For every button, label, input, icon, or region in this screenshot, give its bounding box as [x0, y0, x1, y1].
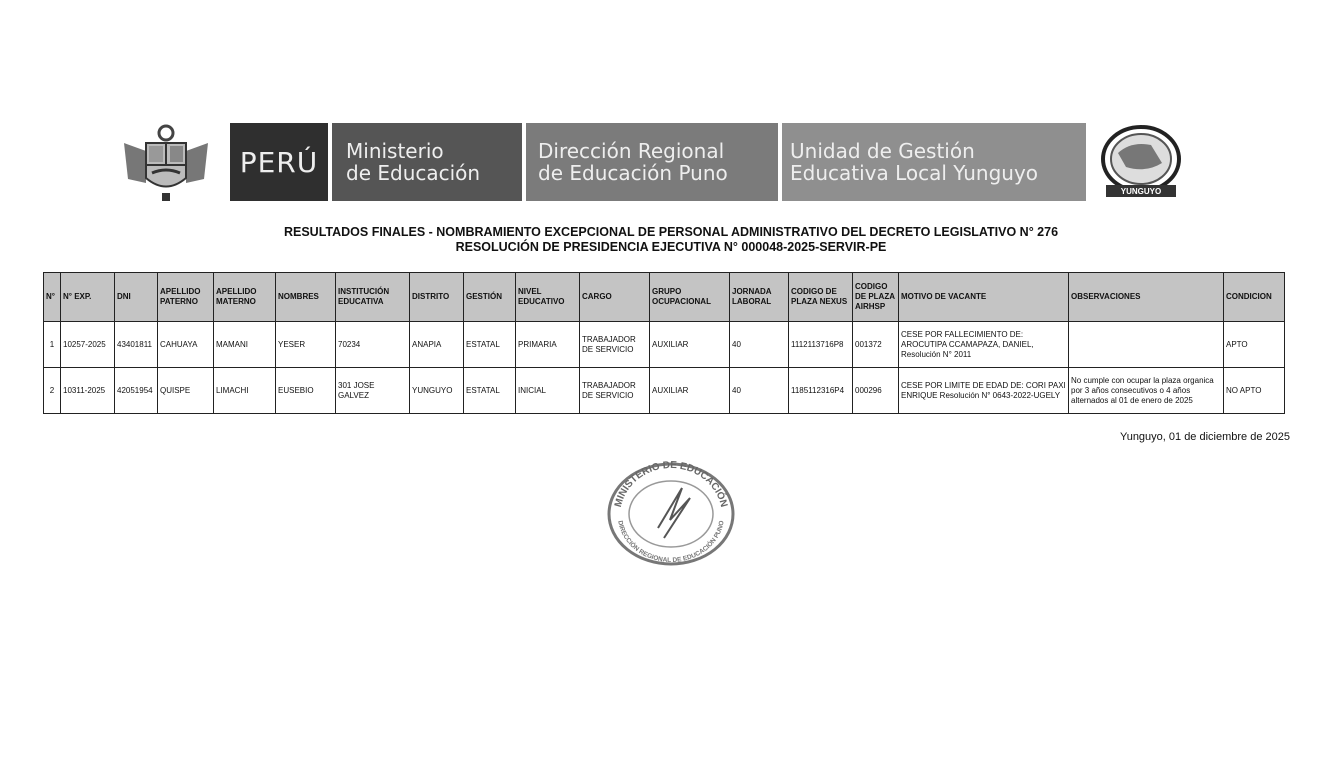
cell-apellido-materno: MAMANI — [214, 322, 276, 368]
regional-line-1: Dirección Regional — [538, 139, 725, 163]
ugel-line-2: Educativa Local Yunguyo — [790, 161, 1039, 185]
col-header-exp: N° EXP. — [61, 273, 115, 322]
ministerio-educacion-seal-icon — [600, 458, 742, 566]
cell-nexus: 1112113716P8 — [789, 322, 853, 368]
ugel-line-1: Unidad de Gestión — [790, 139, 975, 163]
svg-text:DIRECCIÓN REGIONAL DE EDUCACIÓ: DIRECCIÓN REGIONAL DE EDUCACIÓN PUNO — [616, 520, 726, 565]
col-header-dni: DNI — [115, 273, 158, 322]
cell-institucion: 301 JOSE GALVEZ — [336, 368, 410, 414]
ministry-block — [332, 123, 522, 201]
peru-label: PERÚ — [239, 145, 319, 179]
col-header-gestion: GESTIÓN — [464, 273, 516, 322]
cell-observaciones: No cumple con ocupar la plaza organica por 3 años consecutivos o 4 años alternados al 01 de enero de 2025 — [1069, 368, 1224, 414]
col-header-motivo: MOTIVO DE VACANTE — [899, 273, 1069, 322]
cell-nivel: INICIAL — [516, 368, 580, 414]
regional-block — [526, 123, 778, 201]
col-header-cargo: CARGO — [580, 273, 650, 322]
col-header-apellido-materno: APELLIDO MATERNO — [214, 273, 276, 322]
cell-cargo: TRABAJADOR DE SERVICIO — [580, 368, 650, 414]
ugel-block — [782, 123, 1086, 201]
col-header-nexus: CODIGO DE PLAZA NEXUS — [789, 273, 853, 322]
cell-cargo: TRABAJADOR DE SERVICIO — [580, 322, 650, 368]
cell-nombres: YESER — [276, 322, 336, 368]
col-header-jornada: JORNADA LABORAL — [730, 273, 789, 322]
cell-n: 1 — [44, 322, 61, 368]
ministry-line-2: de Educación — [346, 161, 481, 185]
ministry-line-1: Ministerio — [346, 139, 444, 163]
svg-text:YUNGUYO: YUNGUYO — [1120, 187, 1162, 196]
cell-grupo: AUXILIAR — [650, 322, 730, 368]
cell-dni: 42051954 — [115, 368, 158, 414]
col-header-condicion: CONDICION — [1224, 273, 1285, 322]
peru-block — [230, 123, 328, 201]
svg-text:MINISTERIO DE EDUCACIÓN: MINISTERIO DE EDUCACIÓN — [612, 459, 730, 509]
cell-institucion: 70234 — [336, 322, 410, 368]
cell-jornada: 40 — [730, 368, 789, 414]
col-header-grupo: GRUPO OCUPACIONAL — [650, 273, 730, 322]
regional-line-2: de Educación Puno — [538, 161, 728, 185]
cell-gestion: ESTATAL — [464, 368, 516, 414]
cell-distrito: ANAPIA — [410, 322, 464, 368]
cell-grupo: AUXILIAR — [650, 368, 730, 414]
cell-exp: 10257-2025 — [61, 322, 115, 368]
col-header-observaciones: OBSERVACIONES — [1069, 273, 1224, 322]
title-line-2: RESOLUCIÓN DE PRESIDENCIA EJECUTIVA N° 000048-2025-SERVIR-PE — [455, 240, 887, 254]
cell-dni: 43401811 — [115, 322, 158, 368]
cell-apellido-paterno: QUISPE — [158, 368, 214, 414]
col-header-nombres: NOMBRES — [276, 273, 336, 322]
cell-airhsp: 001372 — [853, 322, 899, 368]
cell-apellido-materno: LIMACHI — [214, 368, 276, 414]
cell-distrito: YUNGUYO — [410, 368, 464, 414]
col-header-airhsp: CODIGO DE PLAZA AIRHSP — [853, 273, 899, 322]
results-table — [43, 272, 1285, 414]
cell-nivel: PRIMARIA — [516, 322, 580, 368]
table-row — [44, 368, 1285, 414]
place-date: Yunguyo, 01 de diciembre de 2025 — [1119, 431, 1290, 443]
cell-gestion: ESTATAL — [464, 322, 516, 368]
peru-coat-of-arms-icon — [116, 123, 216, 203]
cell-nombres: EUSEBIO — [276, 368, 336, 414]
col-header-institucion: INSTITUCIÓN EDUCATIVA — [336, 273, 410, 322]
document-title — [0, 225, 1342, 255]
ugel-yunguyo-seal-icon — [1096, 123, 1186, 203]
col-header-apellido-paterno: APELLIDO PATERNO — [158, 273, 214, 322]
table-header-row — [44, 273, 1285, 322]
cell-apellido-paterno: CAHUAYA — [158, 322, 214, 368]
cell-condicion: NO APTO — [1224, 368, 1285, 414]
title-line-1: RESULTADOS FINALES - NOMBRAMIENTO EXCEPCIONAL DE PERSONAL ADMINISTRATIVO DEL DECRETO LEGISLATIVO N° 276 — [283, 225, 1059, 239]
cell-observaciones — [1069, 322, 1224, 368]
col-header-n: N° — [44, 273, 61, 322]
cell-nexus: 1185112316P4 — [789, 368, 853, 414]
table-row — [44, 322, 1285, 368]
cell-motivo: CESE POR FALLECIMIENTO DE: AROCUTIPA CCAMAPAZA, DANIEL, Resolución N° 2011 — [899, 322, 1069, 368]
cell-airhsp: 000296 — [853, 368, 899, 414]
cell-exp: 10311-2025 — [61, 368, 115, 414]
cell-motivo: CESE POR LIMITE DE EDAD DE: CORI PAXI ENRIQUE Resolución N° 0643-2022-UGELY — [899, 368, 1069, 414]
cell-condicion: APTO — [1224, 322, 1285, 368]
col-header-nivel: NIVEL EDUCATIVO — [516, 273, 580, 322]
col-header-distrito: DISTRITO — [410, 273, 464, 322]
cell-n: 2 — [44, 368, 61, 414]
institutional-banner — [116, 123, 1186, 203]
cell-jornada: 40 — [730, 322, 789, 368]
